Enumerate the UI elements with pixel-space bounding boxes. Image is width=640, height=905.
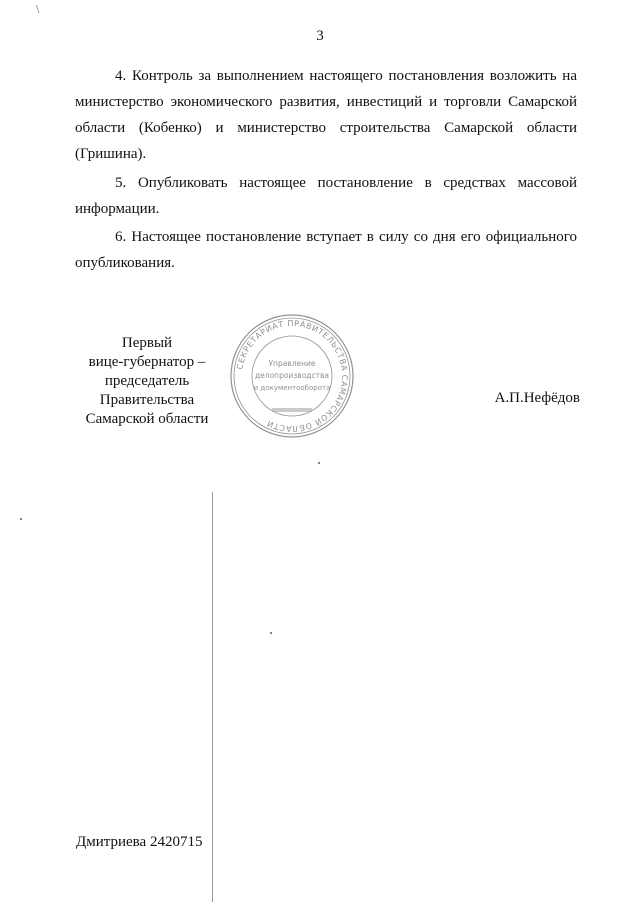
scan-corner-mark: \ [36,4,40,15]
scan-speck [270,632,272,634]
paragraph-5-publish: 5. Опубликовать настоящее постановление в средствах массовой информации. [75,175,577,217]
seal-inner-line: делопроизводства [254,371,330,380]
executor-contact: Дмитриева 2420715 [76,834,203,850]
signatory-position-line: Первый [121,335,173,351]
seal-outer-text: СЕКРЕТАРИАТ ПРАВИТЕЛЬСТВА САМАРСКОЙ ОБЛАСТИ [235,318,350,434]
scan-artifact-line [212,492,213,902]
signatory-name: А.П.Нефёдов [494,390,580,406]
seal-inner-line: Управление [268,359,316,368]
paragraph-4-control: 4. Контроль за выполнением настоящего постановления возложить на министерство экономического развития, инвестиций и торговли Самарской области (Кобенко) и министерство строительства Самарской области (Гришина). [75,68,577,162]
page-number: 3 [316,28,324,44]
official-seal-icon [228,312,356,440]
signatory-position-line: Самарской области [85,411,209,427]
signatory-position-line: председатель Правительства [99,373,195,408]
signatory-position-line: вице-губернатор – [88,354,206,370]
paragraph-6-effective: 6. Настоящее постановление вступает в силу со дня его официального опубликования. [75,229,577,271]
seal-inner-line: и документооборота [253,384,331,392]
scan-speck [20,518,22,520]
scan-speck [318,462,320,464]
signatory-position [62,334,232,429]
